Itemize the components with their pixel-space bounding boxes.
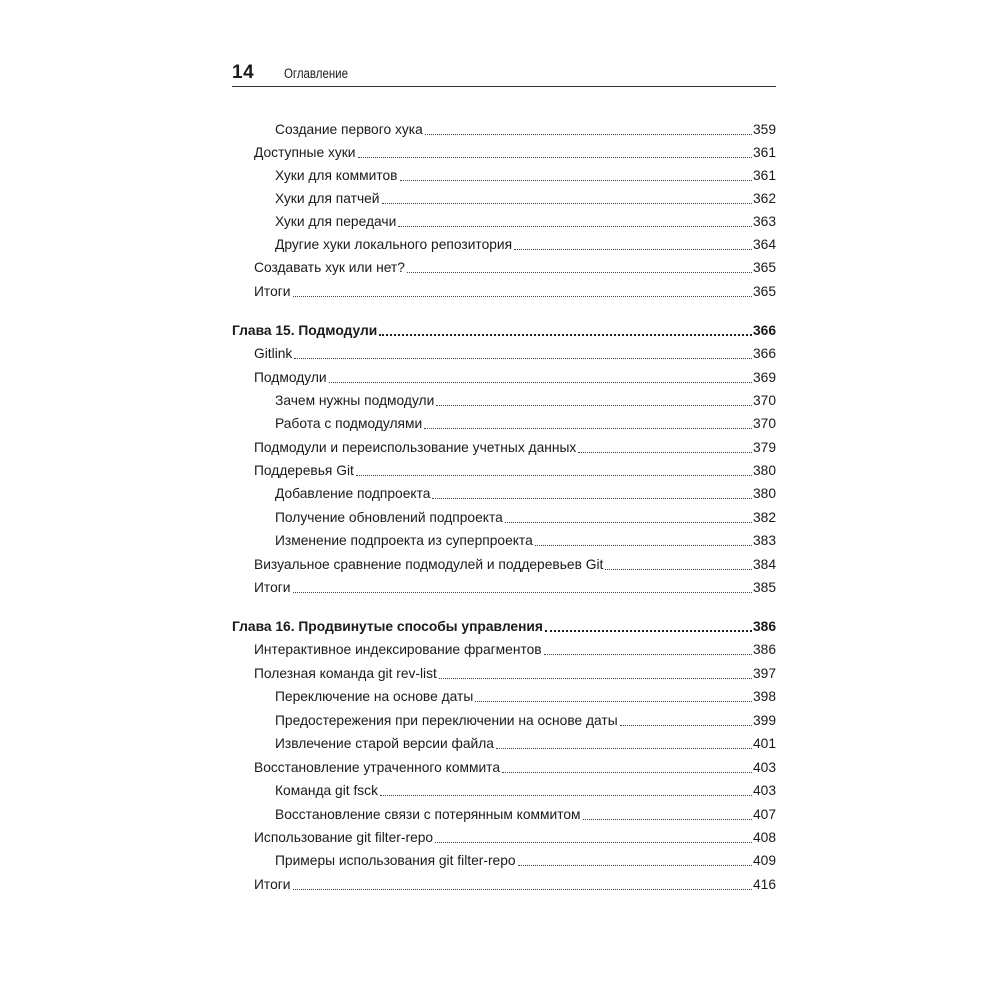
toc-entry: [254, 342, 776, 362]
toc-entry: [275, 803, 776, 823]
toc-dot-leader: [435, 842, 752, 843]
toc-entry-title: Другие хуки локального репозитория: [275, 237, 513, 252]
toc-dot-leader: [544, 654, 752, 655]
toc-entry-title: Создание первого хука: [275, 122, 423, 137]
toc-dot-leader: [432, 498, 752, 499]
toc-entry-title: Полезная команда git rev-list: [254, 666, 437, 681]
toc-entry-page: 366: [752, 346, 776, 361]
toc-dot-leader: [294, 358, 752, 359]
toc-entry-title: Извлечение старой версии файла: [275, 736, 494, 751]
toc-entry-title: Работа с подмодулями: [275, 416, 423, 431]
toc-entry: [254, 576, 776, 596]
toc-entry-page: 380: [752, 463, 776, 478]
toc-entry-page: 398: [752, 689, 776, 704]
toc-dot-leader: [329, 382, 752, 383]
page-number: 14: [232, 62, 255, 83]
toc-entry: [254, 756, 776, 776]
toc-entry-page: 362: [752, 191, 776, 206]
toc-entry-title: Команда git fsck: [275, 783, 378, 798]
toc-entry: [275, 709, 776, 729]
toc-dot-leader: [380, 795, 752, 796]
toc-entry-title: Поддеревья Git: [254, 463, 354, 478]
toc-dot-leader: [358, 157, 752, 158]
toc-dot-leader: [505, 522, 752, 523]
table-of-contents: [232, 0, 776, 1000]
toc-dot-leader: [545, 630, 752, 632]
toc-entry: [275, 233, 776, 253]
toc-entry: [275, 118, 776, 138]
toc-entry-page: 365: [752, 284, 776, 299]
toc-entry-page: 380: [752, 486, 776, 501]
toc-dot-leader: [379, 334, 752, 336]
toc-entry-page: 365: [752, 260, 776, 275]
toc-entry-title: Получение обновлений подпроекта: [275, 510, 503, 525]
toc-entry: [254, 366, 776, 386]
toc-entry-page: 369: [752, 370, 776, 385]
toc-entry-page: 384: [752, 557, 776, 572]
toc-entry-page: 403: [752, 760, 776, 775]
toc-entry-page: 363: [752, 214, 776, 229]
toc-dot-leader: [514, 249, 752, 250]
toc-entry-title: Добавление подпроекта: [275, 486, 431, 501]
toc-entry-page: 382: [752, 510, 776, 525]
toc-entry-title: Переключение на основе даты: [275, 689, 474, 704]
toc-dot-leader: [293, 296, 752, 297]
toc-dot-leader: [439, 678, 752, 679]
toc-entry-title: Итоги: [254, 284, 291, 299]
toc-entry-page: 386: [752, 642, 776, 657]
toc-entry-title: Примеры использования git filter-repo: [275, 853, 516, 868]
toc-entry-title: Хуки для коммитов: [275, 168, 398, 183]
toc-entry-page: 401: [752, 736, 776, 751]
toc-entry-page: 379: [752, 440, 776, 455]
toc-entry-title: Глава 15. Подмодули: [232, 323, 378, 338]
toc-entry-title: Зачем нужны подмодули: [275, 393, 435, 408]
toc-entry: [254, 553, 776, 573]
toc-entry-title: Глава 16. Продвинутые способы управления: [232, 619, 543, 634]
toc-entry-page: 409: [752, 853, 776, 868]
toc-entry: [254, 280, 776, 300]
toc-dot-leader: [382, 203, 752, 204]
toc-entry: [275, 685, 776, 705]
toc-entry-title: Подмодули и переиспользование учетных данных: [254, 440, 577, 455]
toc-entry: [275, 210, 776, 230]
toc-entry-page: 397: [752, 666, 776, 681]
toc-entry-title: Gitlink: [254, 346, 293, 361]
toc-dot-leader: [407, 272, 752, 273]
toc-entry: [275, 389, 776, 409]
toc-entry: [275, 187, 776, 207]
toc-entry: [254, 256, 776, 276]
toc-dot-leader: [425, 134, 752, 135]
toc-entry-title: Хуки для передачи: [275, 214, 397, 229]
toc-entry: [275, 506, 776, 526]
toc-entry-page: 407: [752, 807, 776, 822]
toc-dot-leader: [583, 819, 752, 820]
toc-entry: [254, 141, 776, 161]
toc-entry-title: Хуки для патчей: [275, 191, 380, 206]
toc-entry: [275, 482, 776, 502]
toc-entry-page: 361: [752, 168, 776, 183]
toc-entry-title: Создавать хук или нет?: [254, 260, 405, 275]
toc-chapter-entry: [232, 615, 776, 635]
toc-entry-page: 366: [752, 323, 776, 338]
toc-entry-page: 416: [752, 877, 776, 892]
toc-entry-page: 403: [752, 783, 776, 798]
toc-dot-leader: [535, 545, 752, 546]
toc-entry: [275, 779, 776, 799]
toc-entry-title: Визуальное сравнение подмодулей и поддеревьев Git: [254, 557, 604, 572]
toc-entry-page: 383: [752, 533, 776, 548]
toc-dot-leader: [356, 475, 752, 476]
toc-entry: [275, 412, 776, 432]
toc-entry-page: 399: [752, 713, 776, 728]
toc-entry: [254, 662, 776, 682]
toc-dot-leader: [578, 452, 752, 453]
toc-entry-title: Интерактивное индексирование фрагментов: [254, 642, 542, 657]
toc-entry-title: Использование git filter-repo: [254, 830, 434, 845]
toc-entry: [254, 638, 776, 658]
toc-entry-title: Предостережения при переключении на основе даты: [275, 713, 618, 728]
toc-entry: [275, 529, 776, 549]
toc-entry-title: Восстановление утраченного коммита: [254, 760, 501, 775]
toc-entry-page: 359: [752, 122, 776, 137]
toc-entry-title: Итоги: [254, 580, 291, 595]
toc-entry-title: Подмодули: [254, 370, 327, 385]
toc-entry-page: 370: [752, 393, 776, 408]
toc-entry-page: 385: [752, 580, 776, 595]
toc-chapter-entry: [232, 319, 776, 339]
toc-entry-title: Восстановление связи с потерянным коммитом: [275, 807, 581, 822]
toc-entry: [275, 732, 776, 752]
toc-entry: [254, 459, 776, 479]
toc-dot-leader: [293, 889, 752, 890]
toc-dot-leader: [424, 428, 752, 429]
toc-dot-leader: [496, 748, 752, 749]
toc-dot-leader: [605, 569, 752, 570]
toc-dot-leader: [475, 701, 752, 702]
toc-entry-page: 408: [752, 830, 776, 845]
toc-dot-leader: [518, 865, 752, 866]
toc-entry-page: 361: [752, 145, 776, 160]
running-title: Оглавление: [284, 66, 348, 81]
toc-entry: [275, 849, 776, 869]
toc-entry: [275, 164, 776, 184]
toc-dot-leader: [620, 725, 752, 726]
toc-entry-title: Доступные хуки: [254, 145, 356, 160]
toc-dot-leader: [502, 772, 752, 773]
toc-entry-page: 364: [752, 237, 776, 252]
toc-dot-leader: [398, 226, 752, 227]
toc-entry-page: 386: [752, 619, 776, 634]
toc-entry: [254, 873, 776, 893]
toc-dot-leader: [400, 180, 752, 181]
toc-entry: [254, 436, 776, 456]
toc-entry: [254, 826, 776, 846]
toc-entry-page: 370: [752, 416, 776, 431]
toc-dot-leader: [293, 592, 752, 593]
toc-entry-title: Итоги: [254, 877, 291, 892]
toc-entry-title: Изменение подпроекта из суперпроекта: [275, 533, 533, 548]
toc-dot-leader: [436, 405, 752, 406]
